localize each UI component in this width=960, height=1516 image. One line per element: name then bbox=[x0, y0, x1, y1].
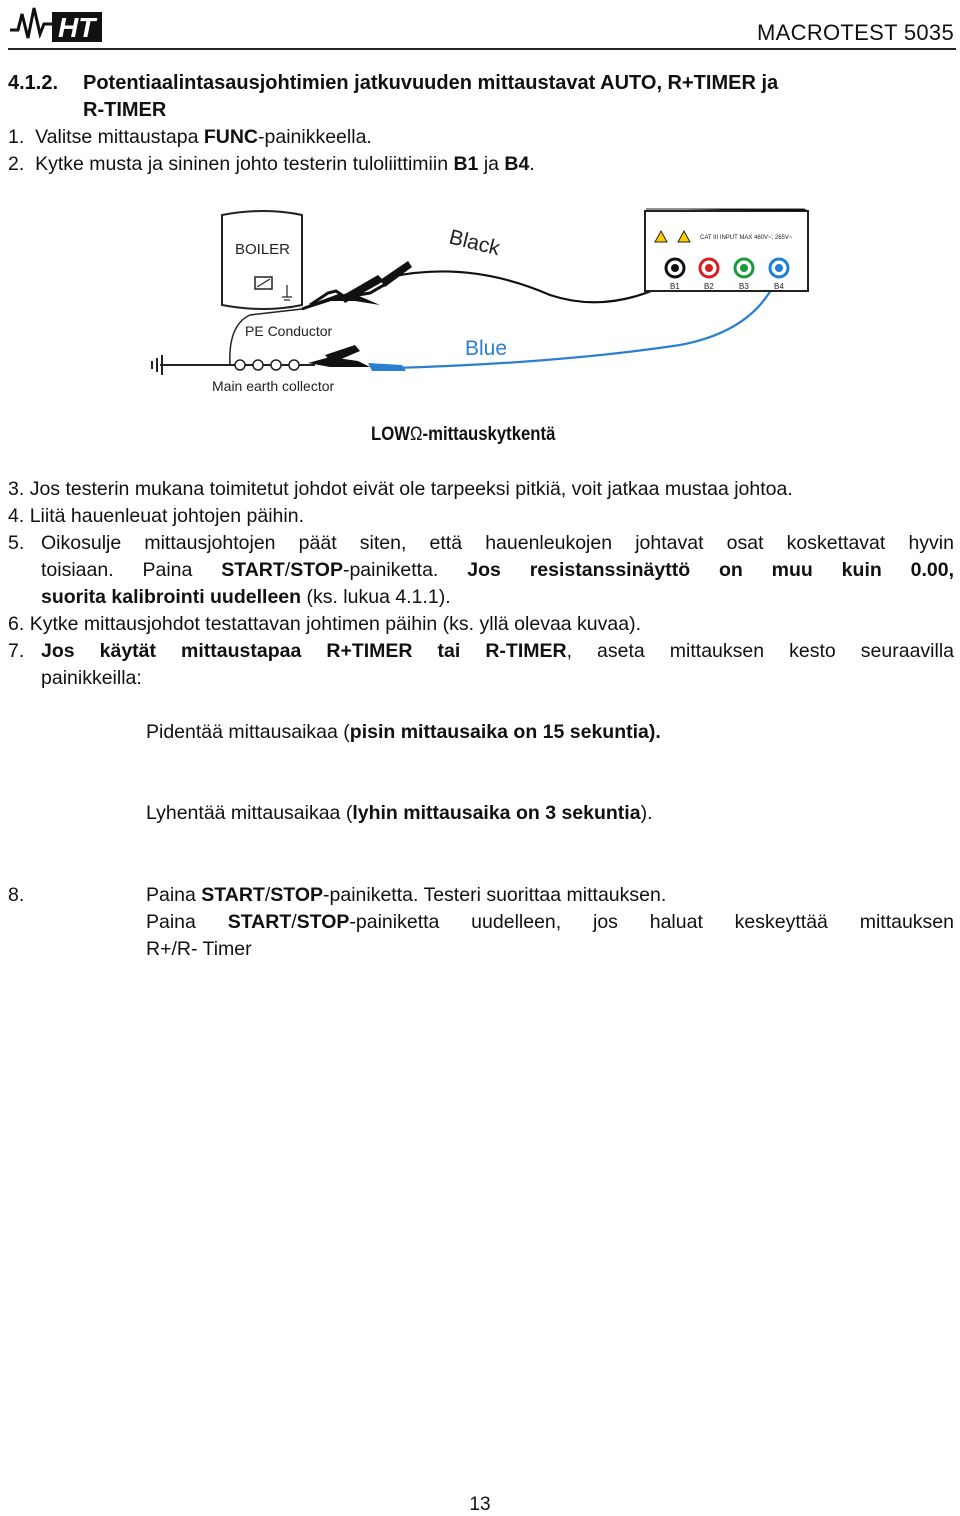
step-text: ). bbox=[640, 802, 653, 824]
ht-logo bbox=[8, 4, 106, 44]
step-text: , aseta mittauksen kesto seuraavilla bbox=[566, 640, 954, 662]
step-text: Kytke mittausjohdot testattavan johtimen päihin (ks. yllä olevaa kuvaa). bbox=[29, 613, 642, 635]
step-number: 2. bbox=[8, 153, 25, 175]
caption-text: -mittauskytkentä bbox=[422, 424, 556, 445]
terminal-label-b1: B1 bbox=[670, 282, 680, 291]
stop-key: STOP bbox=[290, 559, 343, 581]
start-key: START bbox=[221, 559, 285, 581]
pe-label: PE Conductor bbox=[245, 323, 333, 339]
logo-text: HT bbox=[58, 12, 96, 43]
blue-label: Blue bbox=[465, 337, 508, 360]
step-5-line2 bbox=[41, 557, 954, 584]
step-text: -painikkeella. bbox=[258, 126, 372, 148]
step-bold-text: Jos käytät mittaustapaa R+TIMER tai R-TIMER bbox=[41, 640, 567, 662]
step-4 bbox=[8, 503, 304, 530]
step-text: ja bbox=[478, 153, 505, 175]
step-6 bbox=[8, 611, 641, 638]
step-number: 3. bbox=[8, 478, 25, 500]
step-7-line1 bbox=[41, 638, 954, 665]
step-text: Valitse mittaustapa bbox=[35, 126, 204, 148]
omega-symbol: Ω bbox=[410, 424, 423, 445]
terminal-b2 bbox=[700, 259, 718, 277]
step-text: Kytke musta ja sininen johto testerin tuloliittimiin bbox=[35, 153, 454, 175]
step-number: 1. bbox=[8, 126, 25, 148]
instrument-panel bbox=[645, 209, 808, 291]
step-7-line2: painikkeilla: bbox=[41, 667, 142, 689]
section-title-line1: Potentiaalintasausjohtimien jatkuvuuden mittaustavat AUTO, R+TIMER ja bbox=[83, 72, 779, 94]
step-number: 4. bbox=[8, 505, 25, 527]
step-text: Jos testerin mukana toimitetut johdot eivät ole tarpeeksi pitkiä, voit jatkaa mustaa johtoa. bbox=[29, 478, 793, 500]
black-label: Black bbox=[446, 225, 503, 261]
step-text: Liitä hauenleuat johtojen päihin. bbox=[29, 505, 304, 527]
collector-label: Main earth collector bbox=[212, 378, 335, 394]
page-number: 13 bbox=[469, 1494, 491, 1515]
step-5-number: 5. bbox=[8, 532, 25, 554]
step-text: . bbox=[529, 153, 535, 175]
step-3 bbox=[8, 476, 793, 503]
step-8-line1 bbox=[146, 882, 666, 909]
terminal-label-b3: B3 bbox=[739, 282, 749, 291]
terminal-b1 bbox=[666, 259, 684, 277]
step-5-line3 bbox=[41, 584, 451, 611]
step-text: -painiketta uudelleen, jos haluat keskeyttää mittauksen bbox=[349, 911, 954, 933]
step-bold-text: suorita kalibrointi uudelleen bbox=[41, 586, 302, 608]
boiler bbox=[222, 211, 302, 309]
step-bold-text: pisin mittausaika on 15 sekuntia). bbox=[349, 721, 661, 743]
step-8-line3: R+/R- Timer bbox=[146, 938, 252, 960]
start-key: START bbox=[201, 884, 265, 906]
section-title-line2: R-TIMER bbox=[83, 99, 167, 121]
diagram-caption bbox=[371, 424, 555, 446]
step-8-line2 bbox=[146, 909, 954, 936]
boiler-label: BOILER bbox=[235, 241, 291, 258]
step-7-number: 7. bbox=[8, 640, 25, 662]
connection-diagram bbox=[140, 205, 820, 405]
increase-time-text bbox=[146, 719, 661, 746]
panel-rating-text: CAT III INPUT MAX 460V~; 265V~ bbox=[700, 235, 793, 241]
step-text: Paina bbox=[146, 911, 228, 933]
start-key: START bbox=[227, 911, 292, 933]
terminal-label-b4: B4 bbox=[774, 282, 784, 291]
terminal-b1: B1 bbox=[453, 153, 479, 175]
decrease-time-text bbox=[146, 800, 653, 827]
step-text: / bbox=[284, 559, 291, 581]
terminal-b4 bbox=[770, 259, 788, 277]
step-bold-text: lyhin mittausaika on 3 sekuntia bbox=[352, 802, 641, 824]
section-number: 4.1.2. bbox=[8, 72, 59, 94]
step-text: -painiketta. Testeri suorittaa mittauksen. bbox=[323, 884, 667, 906]
step-text: / bbox=[291, 911, 297, 933]
step-number: 6. bbox=[8, 613, 25, 635]
step-1 bbox=[8, 124, 372, 151]
blue-probe bbox=[368, 363, 406, 371]
step-5-line1: Oikosulje mittausjohtojen päät siten, että hauenleukojen johtavat osat koskettavat hyvin bbox=[41, 532, 954, 554]
step-text: (ks. lukua 4.1.1). bbox=[301, 586, 451, 608]
step-2 bbox=[8, 151, 535, 178]
terminal-label-b2: B2 bbox=[704, 282, 714, 291]
stop-key: STOP bbox=[296, 911, 350, 933]
header-rule bbox=[8, 48, 956, 50]
step-bold-text: Jos resistanssinäyttö on muu kuin 0.00, bbox=[467, 559, 955, 581]
step-text: / bbox=[264, 884, 271, 906]
func-key: FUNC bbox=[203, 126, 259, 148]
terminal-b3 bbox=[735, 259, 753, 277]
stop-key: STOP bbox=[270, 884, 324, 906]
step-text: toisiaan. Paina bbox=[41, 559, 222, 581]
step-text: Lyhentää mittausaikaa ( bbox=[146, 802, 353, 824]
caption-text: LOW bbox=[371, 424, 411, 445]
model-name: MACROTEST 5035 bbox=[757, 20, 954, 45]
step-text: Paina bbox=[146, 884, 202, 906]
step-8-number: 8. bbox=[8, 884, 25, 906]
terminal-b4: B4 bbox=[504, 153, 530, 175]
step-text: -painiketta. bbox=[342, 559, 468, 581]
step-text: Pidentää mittausaikaa ( bbox=[146, 721, 350, 743]
